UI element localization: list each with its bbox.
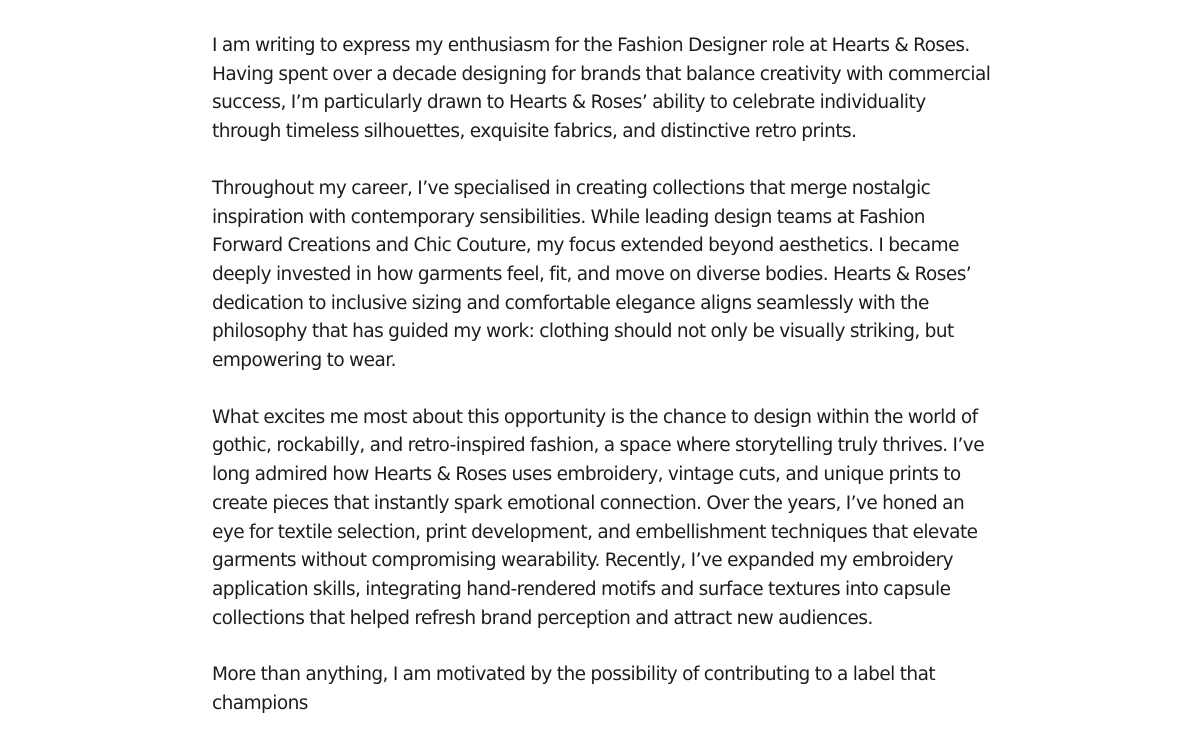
- cover-letter-body: [212, 32, 996, 747]
- paragraph-intro: I am writing to express my enthusiasm for the Fashion Designer role at Hearts & Roses. Having spent over a decade designing for brands that balance creativity with commercial success, I’m particularly drawn to Hearts & Roses’ ability to celebrate individuality through timeless silhouettes, exquisite fabrics, and distinctive retro prints.: [212, 35, 991, 143]
- paragraph-career: Throughout my career, I’ve specialised in creating collections that merge nostalgic inspiration with contemporary sensibilities. While leading design teams at Fashion Forward Creations and Chic Couture, my focus extended beyond aesthetics. I became deeply invested in how garments feel, fit, and move on diverse bodies. Hearts & Roses’ dedication to inclusive sizing and comfortable elegance aligns seamlessly with the philosophy that has guided my work: clothing should not only be visually striking, but empowering to wear.: [212, 177, 972, 372]
- paragraph-opportunity: What excites me most about this opportunity is the chance to design within the world of gothic, rockabilly, and retro-inspired fashion, a space where storytelling truly thrives. I’ve long admired how Hearts & Roses uses embroidery, vintage cuts, and unique prints to create pieces that instantly spark emotional connection. Over the years, I’ve honed an eye for textile selection, print development, and embellishment techniques that elevate garments without compromising wearability. Recently, I’ve expanded my embroidery application skills, integrating hand-rendered motifs and surface textures into capsule collections that helped refresh brand perception and attract new audiences.: [212, 406, 985, 629]
- paragraph-motivation: More than anything, I am motivated by the possibility of contributing to a label that champions: [212, 664, 936, 715]
